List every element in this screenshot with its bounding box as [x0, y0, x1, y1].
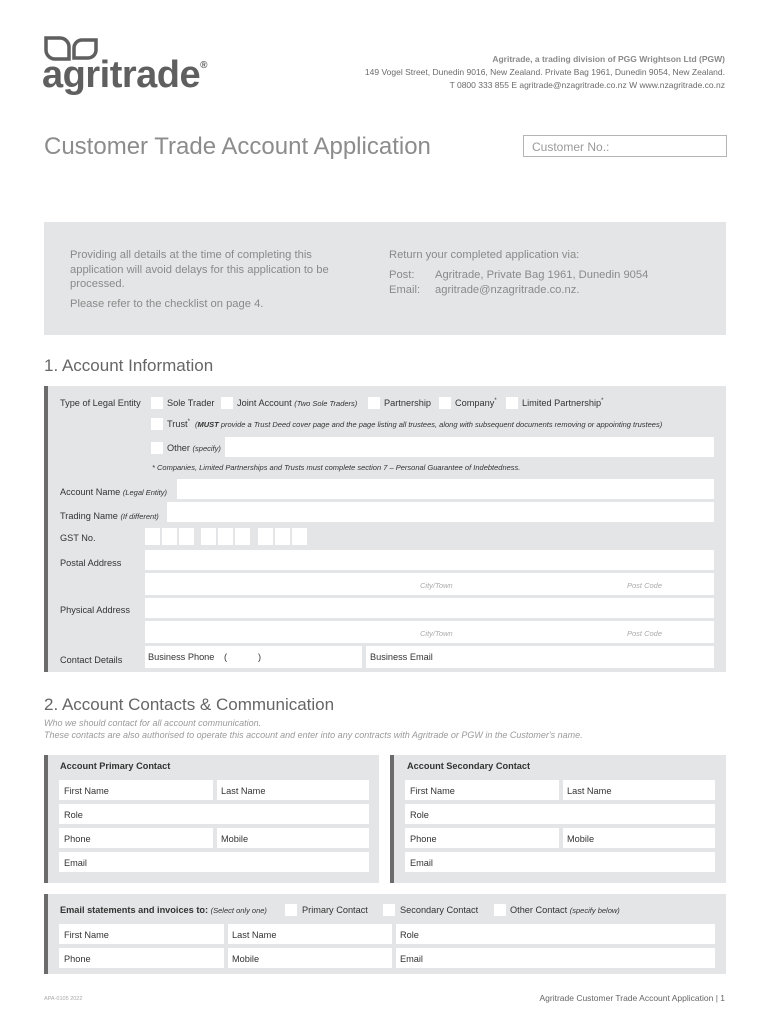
- statements-title: Email statements and invoices to: (Select only one): [60, 905, 267, 915]
- joint-account-label: Joint Account (Two Sole Traders): [237, 398, 358, 408]
- panel-accent-bar: [44, 894, 48, 974]
- primary-mobile-label: Mobile: [221, 834, 249, 844]
- partnership-checkbox[interactable]: [368, 397, 380, 409]
- primary-email-label: Email: [64, 858, 87, 868]
- account-name-label: Account Name (Legal Entity): [60, 487, 168, 497]
- gst-digit-box[interactable]: [218, 528, 233, 545]
- other-specify-input[interactable]: [225, 437, 714, 457]
- email-value[interactable]: agritrade@nzagritrade.co.nz.: [435, 284, 580, 296]
- secondary-last-name-label: Last Name: [567, 786, 612, 796]
- postal-postcode-hint: Post Code: [627, 581, 663, 590]
- gst-digit-box[interactable]: [235, 528, 250, 545]
- other-checkbox[interactable]: [151, 442, 163, 454]
- statements-mobile-label: Mobile: [232, 954, 260, 964]
- primary-email-input[interactable]: [59, 852, 369, 872]
- gst-digit-box[interactable]: [162, 528, 177, 545]
- gst-digit-box[interactable]: [275, 528, 290, 545]
- physical-address-label: Physical Address: [60, 605, 130, 615]
- company-checkbox[interactable]: [439, 397, 451, 409]
- other-label: Other (specify): [167, 443, 221, 453]
- panel-accent-bar: [44, 755, 48, 883]
- primary-role-label: Role: [64, 810, 83, 820]
- gst-digit-box[interactable]: [201, 528, 216, 545]
- statements-phone-label: Phone: [64, 954, 91, 964]
- gst-digit-box[interactable]: [292, 528, 307, 545]
- statements-other-label: Other Contact (specify below): [510, 905, 620, 915]
- info-checklist-note: Please refer to the checklist on page 4.: [70, 298, 264, 310]
- return-heading: Return your completed application via:: [389, 249, 580, 261]
- sole-trader-checkbox[interactable]: [151, 397, 163, 409]
- info-instructions: Providing all details at the time of completing this application will avoid delays for this application to be processed.: [70, 249, 329, 290]
- page-footer: Agritrade Customer Trade Account Application | 1: [539, 993, 725, 1003]
- partnership-label: Partnership: [384, 398, 431, 408]
- secondary-mobile-label: Mobile: [567, 834, 595, 844]
- physical-postcode-hint: Post Code: [627, 629, 663, 638]
- statements-email-label: Email: [400, 954, 423, 964]
- panel-accent-bar: [44, 386, 48, 672]
- trust-label: Trust*: [167, 419, 190, 430]
- business-phone-label: Business Phone: [148, 652, 215, 662]
- company-contact: T 0800 333 855 E agritrade@nzagritrade.co.nz W www.nzagritrade.co.nz: [449, 80, 725, 90]
- statements-role-label: Role: [400, 930, 419, 940]
- secondary-role-input[interactable]: [405, 804, 715, 824]
- sole-trader-label: Sole Trader: [167, 398, 215, 408]
- business-email-label: Business Email: [370, 652, 433, 662]
- legal-entity-label: Type of Legal Entity: [60, 398, 141, 408]
- section-2-heading: 2. Account Contacts & Communication: [44, 695, 335, 714]
- trust-note: (MUST provide a Trust Deed cover page and the page listing all trustees, along with subsequent documents removing or appointing trustees): [195, 420, 663, 429]
- panel-accent-bar: [390, 755, 394, 883]
- statements-last-name-label: Last Name: [232, 930, 277, 940]
- company-name: Agritrade, a trading division of PGG Wrightson Ltd (PGW): [492, 54, 725, 64]
- statements-role-input[interactable]: [396, 924, 715, 944]
- section-2-subtitle-2: These contacts are also authorised to operate this account and enter into any contracts with Agritrade or PGW in the Customer's name.: [44, 730, 583, 740]
- section-2-subtitle-1: Who we should contact for all account communication.: [44, 718, 262, 728]
- primary-last-name-label: Last Name: [221, 786, 266, 796]
- postal-city-hint: City/Town: [420, 581, 453, 590]
- gst-digit-box[interactable]: [179, 528, 194, 545]
- primary-contact-title: Account Primary Contact: [60, 761, 171, 771]
- physical-city-hint: City/Town: [420, 629, 453, 638]
- secondary-role-label: Role: [410, 810, 429, 820]
- trading-name-input[interactable]: [167, 502, 714, 522]
- primary-first-name-label: First Name: [64, 786, 109, 796]
- statements-other-checkbox[interactable]: [494, 904, 506, 916]
- statements-first-name-label: First Name: [64, 930, 109, 940]
- primary-phone-label: Phone: [64, 834, 91, 844]
- statements-primary-checkbox[interactable]: [285, 904, 297, 916]
- phone-paren-open: (: [224, 652, 228, 662]
- gst-digit-box[interactable]: [145, 528, 160, 545]
- secondary-email-input[interactable]: [405, 852, 715, 872]
- secondary-first-name-label: First Name: [410, 786, 455, 796]
- section-7-footnote: * Companies, Limited Partnerships and Trusts must complete section 7 – Personal Guarantee of Indebtedness.: [152, 463, 521, 472]
- statements-secondary-checkbox[interactable]: [383, 904, 395, 916]
- account-name-input[interactable]: [177, 479, 714, 499]
- limited-partnership-label: Limited Partnership*: [522, 398, 604, 409]
- gst-label: GST No.: [60, 533, 96, 543]
- primary-role-input[interactable]: [59, 804, 369, 824]
- gst-digit-box[interactable]: [258, 528, 273, 545]
- company-label: Company*: [455, 398, 497, 409]
- phone-paren-close: ): [258, 652, 262, 662]
- post-value: Agritrade, Private Bag 1961, Dunedin 9054: [435, 269, 649, 281]
- statements-secondary-label: Secondary Contact: [400, 905, 479, 915]
- statements-primary-label: Primary Contact: [302, 905, 368, 915]
- limited-partnership-checkbox[interactable]: [506, 397, 518, 409]
- statements-email-input[interactable]: [396, 948, 715, 968]
- contact-details-label: Contact Details: [60, 655, 123, 665]
- physical-address-input[interactable]: [145, 598, 714, 618]
- trading-name-label: Trading Name (If different): [60, 511, 159, 521]
- secondary-contact-title: Account Secondary Contact: [407, 761, 531, 771]
- joint-account-checkbox[interactable]: [221, 397, 233, 409]
- company-address: 149 Vogel Street, Dunedin 9016, New Zealand. Private Bag 1961, Dunedin 9054, New Zealand.: [364, 67, 725, 77]
- section-1-heading: 1. Account Information: [44, 356, 214, 375]
- secondary-phone-label: Phone: [410, 834, 437, 844]
- postal-address-label: Postal Address: [60, 558, 122, 568]
- customer-no-field[interactable]: Customer No.:: [523, 135, 727, 157]
- email-label: Email:: [389, 284, 421, 296]
- trust-checkbox[interactable]: [151, 418, 163, 430]
- page-title: Customer Trade Account Application: [44, 133, 431, 160]
- postal-address-input[interactable]: [145, 550, 714, 570]
- agritrade-logo: agritrade®: [42, 54, 207, 96]
- form-code: APA-0105 2022: [44, 996, 83, 1002]
- secondary-email-label: Email: [410, 858, 433, 868]
- post-label: Post:: [389, 269, 415, 281]
